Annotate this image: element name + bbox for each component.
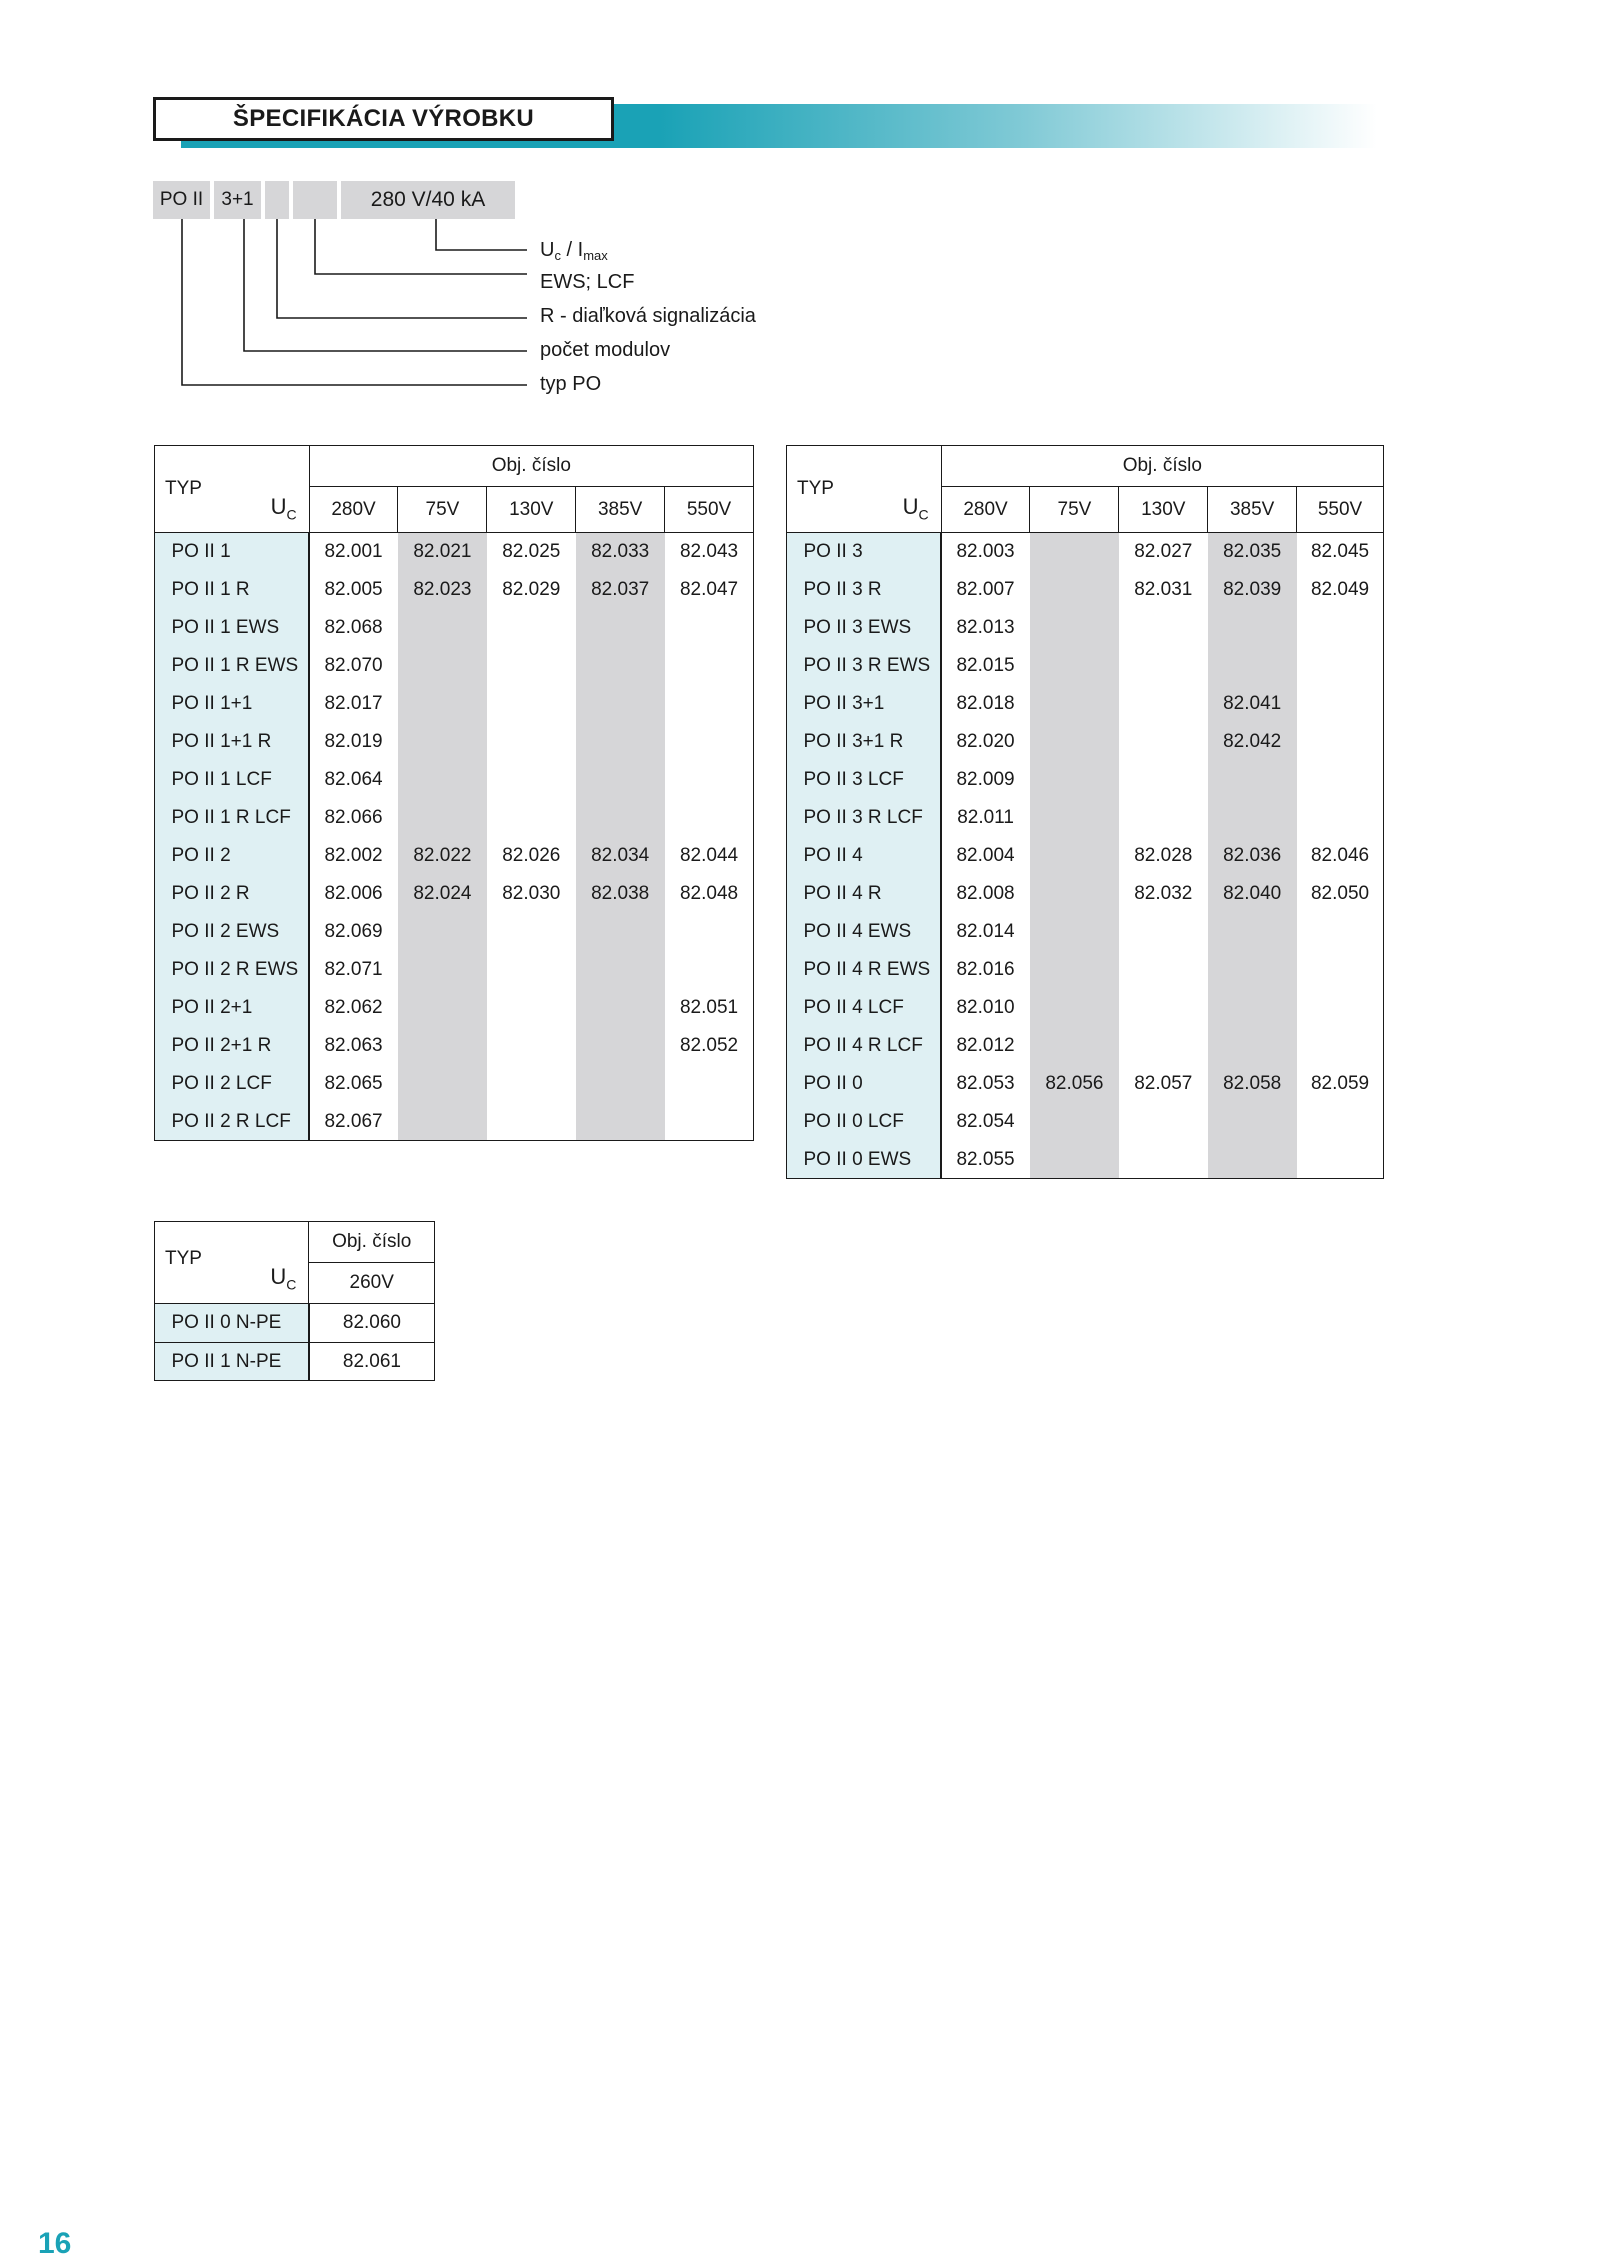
order-number-cell bbox=[487, 951, 576, 989]
order-number-cell: 82.017 bbox=[324, 693, 383, 714]
order-number-cell bbox=[1030, 837, 1119, 875]
row-type-name: PO II 2 R bbox=[155, 875, 310, 913]
order-number-cell bbox=[1297, 1027, 1384, 1065]
order-number-cell: 82.008 bbox=[956, 883, 1015, 904]
table-row bbox=[787, 685, 1384, 723]
legend-remote-signal: R - diaľková signalizácia bbox=[540, 305, 756, 327]
row-type-name: PO II 2 R EWS bbox=[155, 951, 310, 989]
order-number-cell bbox=[487, 1103, 576, 1141]
legend-ews-lcf: EWS; LCF bbox=[540, 271, 635, 293]
order-number-cell bbox=[1030, 609, 1119, 647]
order-number-cell: 82.011 bbox=[957, 807, 1014, 828]
table-row bbox=[155, 837, 754, 875]
obj-header: Obj. číslo bbox=[309, 1222, 435, 1263]
order-number-cell bbox=[1119, 951, 1208, 989]
order-number-cell bbox=[1030, 533, 1119, 572]
order-number-cell: 82.036 bbox=[1208, 837, 1297, 875]
table-row bbox=[155, 647, 754, 685]
order-number-cell: 82.034 bbox=[576, 837, 665, 875]
table-row bbox=[787, 875, 1384, 913]
row-type-name: PO II 0 N-PE bbox=[155, 1304, 309, 1343]
order-number-cell: 82.001 bbox=[324, 541, 383, 562]
order-number-cell bbox=[665, 1065, 754, 1103]
order-number-cell bbox=[398, 685, 487, 723]
order-number-cell: 82.053 bbox=[956, 1073, 1015, 1094]
order-number-cell bbox=[398, 609, 487, 647]
order-number-cell: 82.061 bbox=[309, 1343, 435, 1382]
row-type-name: PO II 4 bbox=[787, 837, 942, 875]
order-number-cell: 82.041 bbox=[1208, 685, 1297, 723]
order-number-cell bbox=[1297, 685, 1384, 723]
order-number-cell: 82.022 bbox=[398, 837, 487, 875]
table-row bbox=[155, 723, 754, 761]
page-number: 16 bbox=[38, 2227, 72, 2260]
table-row bbox=[787, 1141, 1384, 1179]
order-number-cell: 82.058 bbox=[1208, 1065, 1297, 1103]
row-type-name: PO II 2 bbox=[155, 837, 310, 875]
order-number-cell: 82.059 bbox=[1310, 1073, 1370, 1094]
order-number-cell bbox=[1208, 1027, 1297, 1065]
row-type-name: PO II 3 R EWS bbox=[787, 647, 942, 685]
table-row bbox=[155, 1065, 754, 1103]
order-number-cell: 82.024 bbox=[398, 875, 487, 913]
order-number-cell bbox=[1119, 647, 1208, 685]
order-number-cell bbox=[487, 989, 576, 1027]
table-row bbox=[787, 1103, 1384, 1141]
order-number-cell: 82.055 bbox=[956, 1149, 1015, 1170]
typ-header: TYP $U_C$ bbox=[155, 446, 310, 533]
order-number-cell bbox=[398, 761, 487, 799]
order-number-cell bbox=[398, 1065, 487, 1103]
page-title: ŠPECIFIKÁCIA VÝROBKU bbox=[153, 97, 614, 141]
order-number-cell bbox=[576, 799, 665, 837]
row-type-name: PO II 1 LCF bbox=[155, 761, 310, 799]
order-number-cell bbox=[1297, 799, 1384, 837]
order-number-cell bbox=[1030, 951, 1119, 989]
table-row bbox=[787, 837, 1384, 875]
order-number-cell: 82.050 bbox=[1310, 883, 1370, 904]
column-headers: 280V 75V 130V 385V 550V bbox=[787, 487, 1384, 533]
table-row bbox=[155, 533, 754, 572]
order-number-cell bbox=[398, 723, 487, 761]
order-number-cell bbox=[1030, 989, 1119, 1027]
order-number-cell: 82.032 bbox=[1134, 883, 1193, 904]
spec-table-3 bbox=[154, 1221, 435, 1381]
order-number-cell: 82.067 bbox=[324, 1111, 383, 1132]
order-number-cell bbox=[1119, 913, 1208, 951]
row-type-name: PO II 2 R LCF bbox=[155, 1103, 310, 1141]
order-number-cell bbox=[665, 685, 754, 723]
obj-header: Obj. číslo bbox=[941, 446, 1383, 487]
order-number-cell bbox=[1030, 647, 1119, 685]
order-number-cell bbox=[1030, 685, 1119, 723]
table-row bbox=[787, 913, 1384, 951]
order-number-cell: 82.016 bbox=[956, 959, 1015, 980]
table-row bbox=[155, 1304, 435, 1343]
table-row bbox=[155, 1343, 435, 1382]
order-number-cell: 82.042 bbox=[1208, 723, 1297, 761]
row-type-name: PO II 0 LCF bbox=[787, 1103, 942, 1141]
order-number-cell: 82.051 bbox=[679, 997, 739, 1018]
order-number-cell bbox=[665, 647, 754, 685]
order-number-cell bbox=[1208, 609, 1297, 647]
order-number-cell bbox=[1119, 761, 1208, 799]
order-number-cell: 82.052 bbox=[679, 1035, 739, 1056]
table-row bbox=[787, 571, 1384, 609]
order-number-cell bbox=[665, 609, 754, 647]
order-number-cell: 82.004 bbox=[956, 845, 1015, 866]
row-type-name: PO II 1 R bbox=[155, 571, 310, 609]
order-number-cell bbox=[576, 1027, 665, 1065]
table-row bbox=[155, 761, 754, 799]
code-cell-modules: 3+1 bbox=[214, 181, 261, 219]
row-type-name: PO II 4 EWS bbox=[787, 913, 942, 951]
order-number-cell: 82.039 bbox=[1208, 571, 1297, 609]
order-number-cell bbox=[1208, 989, 1297, 1027]
order-number-cell bbox=[398, 989, 487, 1027]
order-number-cell bbox=[398, 913, 487, 951]
row-type-name: PO II 4 LCF bbox=[787, 989, 942, 1027]
type-column-divider bbox=[308, 533, 310, 1142]
order-number-cell: 82.014 bbox=[956, 921, 1015, 942]
order-number-cell: 82.019 bbox=[324, 731, 383, 752]
row-type-name: PO II 4 R EWS bbox=[787, 951, 942, 989]
order-number-cell: 82.057 bbox=[1134, 1073, 1193, 1094]
order-number-cell: 82.012 bbox=[956, 1035, 1015, 1056]
order-number-cell bbox=[1119, 989, 1208, 1027]
order-number-cell bbox=[1030, 875, 1119, 913]
row-type-name: PO II 1+1 bbox=[155, 685, 310, 723]
row-type-name: PO II 1 R LCF bbox=[155, 799, 310, 837]
order-number-cell bbox=[398, 799, 487, 837]
order-number-cell bbox=[665, 799, 754, 837]
order-number-cell bbox=[487, 647, 576, 685]
order-number-cell: 82.038 bbox=[576, 875, 665, 913]
table-row bbox=[155, 609, 754, 647]
order-number-cell: 82.028 bbox=[1134, 845, 1193, 866]
order-number-cell: 82.043 bbox=[679, 541, 739, 562]
row-type-name: PO II 4 R LCF bbox=[787, 1027, 942, 1065]
order-number-cell: 82.018 bbox=[956, 693, 1015, 714]
order-number-cell: 82.066 bbox=[324, 807, 383, 828]
order-number-cell bbox=[1030, 1027, 1119, 1065]
order-number-cell bbox=[1119, 1027, 1208, 1065]
table-row bbox=[155, 875, 754, 913]
order-number-cell bbox=[665, 761, 754, 799]
order-number-cell: 82.069 bbox=[324, 921, 383, 942]
table-row bbox=[787, 989, 1384, 1027]
order-number-cell bbox=[1119, 609, 1208, 647]
order-number-cell: 82.040 bbox=[1208, 875, 1297, 913]
row-type-name: PO II 3 bbox=[787, 533, 942, 572]
legend-po-type: typ PO bbox=[540, 373, 602, 395]
order-number-cell: 82.045 bbox=[1310, 541, 1370, 562]
table-row bbox=[155, 951, 754, 989]
order-number-cell: 82.049 bbox=[1310, 579, 1370, 600]
order-number-cell bbox=[1297, 1141, 1384, 1179]
order-number-cell bbox=[1119, 723, 1208, 761]
row-type-name: PO II 4 R bbox=[787, 875, 942, 913]
order-number-cell: 82.029 bbox=[502, 579, 561, 600]
table-row bbox=[787, 799, 1384, 837]
order-number-cell: 82.025 bbox=[502, 541, 561, 562]
order-number-cell: 82.005 bbox=[324, 579, 383, 600]
order-number-cell: 82.006 bbox=[324, 883, 383, 904]
order-number-cell: 82.002 bbox=[324, 845, 383, 866]
order-number-cell bbox=[1030, 761, 1119, 799]
table-row bbox=[787, 1065, 1384, 1103]
order-number-cell: 82.027 bbox=[1134, 541, 1193, 562]
order-number-cell bbox=[1119, 1141, 1208, 1179]
order-number-cell: 82.068 bbox=[324, 617, 383, 638]
table-row bbox=[155, 571, 754, 609]
row-type-name: PO II 1 N-PE bbox=[155, 1343, 309, 1382]
order-number-cell: 82.047 bbox=[679, 579, 739, 600]
order-number-cell bbox=[665, 951, 754, 989]
order-number-cell bbox=[487, 609, 576, 647]
order-number-cell: 82.046 bbox=[1310, 845, 1370, 866]
order-number-cell: 82.023 bbox=[398, 571, 487, 609]
order-number-cell: 82.062 bbox=[324, 997, 383, 1018]
order-number-cell: 82.065 bbox=[324, 1073, 383, 1094]
row-type-name: PO II 1 bbox=[155, 533, 310, 572]
typ-header: TYP $U_C$ bbox=[787, 446, 942, 533]
order-number-cell bbox=[398, 951, 487, 989]
order-number-cell: 82.015 bbox=[956, 655, 1015, 676]
order-number-cell: 82.070 bbox=[324, 655, 383, 676]
column-headers: 260V bbox=[155, 1263, 435, 1304]
order-number-cell bbox=[1030, 1103, 1119, 1141]
row-type-name: PO II 3 EWS bbox=[787, 609, 942, 647]
order-number-cell bbox=[1208, 913, 1297, 951]
order-number-cell: 82.013 bbox=[956, 617, 1015, 638]
order-number-cell bbox=[1297, 647, 1384, 685]
order-number-cell bbox=[487, 761, 576, 799]
order-number-cell bbox=[665, 723, 754, 761]
order-number-cell bbox=[398, 647, 487, 685]
order-number-cell bbox=[576, 1103, 665, 1141]
table-row bbox=[787, 723, 1384, 761]
table-row bbox=[155, 799, 754, 837]
order-number-cell bbox=[487, 723, 576, 761]
spec-table-2 bbox=[786, 445, 1384, 1179]
order-number-cell bbox=[576, 723, 665, 761]
code-connector-lines bbox=[0, 0, 1600, 400]
table-row bbox=[787, 761, 1384, 799]
order-number-cell bbox=[1030, 571, 1119, 609]
order-number-cell bbox=[1030, 723, 1119, 761]
order-number-cell bbox=[1119, 1103, 1208, 1141]
order-number-cell: 82.021 bbox=[398, 533, 487, 572]
order-number-cell bbox=[1297, 1103, 1384, 1141]
order-number-cell bbox=[487, 799, 576, 837]
row-type-name: PO II 3+1 bbox=[787, 685, 942, 723]
order-number-cell: 82.010 bbox=[956, 997, 1015, 1018]
order-number-cell bbox=[487, 1027, 576, 1065]
order-number-cell bbox=[576, 1065, 665, 1103]
row-type-name: PO II 2+1 R bbox=[155, 1027, 310, 1065]
order-number-cell: 82.064 bbox=[324, 769, 383, 790]
order-number-cell: 82.044 bbox=[679, 845, 739, 866]
table-row bbox=[787, 951, 1384, 989]
table-row bbox=[155, 1103, 754, 1141]
order-number-cell: 82.033 bbox=[576, 533, 665, 572]
table-row bbox=[155, 1027, 754, 1065]
order-number-cell bbox=[1297, 761, 1384, 799]
row-type-name: PO II 3 R bbox=[787, 571, 942, 609]
row-type-name: PO II 3 LCF bbox=[787, 761, 942, 799]
order-number-cell bbox=[1030, 913, 1119, 951]
table-row bbox=[155, 913, 754, 951]
order-number-cell bbox=[1119, 685, 1208, 723]
order-number-cell bbox=[398, 1027, 487, 1065]
order-number-cell bbox=[1297, 913, 1384, 951]
order-number-cell bbox=[398, 1103, 487, 1141]
column-headers: 280V 75V 130V 385V 550V bbox=[155, 487, 754, 533]
table-row bbox=[155, 685, 754, 723]
order-number-cell: 82.020 bbox=[956, 731, 1015, 752]
legend-module-count: počet modulov bbox=[540, 339, 671, 361]
order-number-cell bbox=[487, 913, 576, 951]
order-number-cell: 82.003 bbox=[956, 541, 1015, 562]
order-number-cell: 82.031 bbox=[1134, 579, 1193, 600]
code-cell-type: PO II bbox=[153, 181, 210, 219]
row-type-name: PO II 2+1 bbox=[155, 989, 310, 1027]
row-type-name: PO II 1 R EWS bbox=[155, 647, 310, 685]
typ-header: TYP $U_C$ bbox=[155, 1222, 309, 1304]
order-number-cell: 82.037 bbox=[576, 571, 665, 609]
order-number-cell bbox=[1030, 799, 1119, 837]
row-type-name: PO II 3+1 R bbox=[787, 723, 942, 761]
order-number-cell bbox=[1208, 761, 1297, 799]
table-row bbox=[155, 989, 754, 1027]
order-number-cell bbox=[1208, 951, 1297, 989]
table-row bbox=[787, 609, 1384, 647]
order-number-cell bbox=[576, 609, 665, 647]
order-number-cell: 82.048 bbox=[679, 883, 739, 904]
order-number-cell bbox=[1119, 799, 1208, 837]
order-number-cell bbox=[1208, 1141, 1297, 1179]
order-number-cell bbox=[1208, 1103, 1297, 1141]
row-type-name: PO II 0 bbox=[787, 1065, 942, 1103]
row-type-name: PO II 2 LCF bbox=[155, 1065, 310, 1103]
row-type-name: PO II 1 EWS bbox=[155, 609, 310, 647]
order-number-cell bbox=[576, 761, 665, 799]
order-number-cell bbox=[1208, 799, 1297, 837]
order-number-cell bbox=[576, 647, 665, 685]
table-row bbox=[787, 533, 1384, 572]
code-cell-voltage: 280 V/40 kA bbox=[341, 181, 515, 219]
order-number-cell bbox=[1297, 951, 1384, 989]
row-type-name: PO II 2 EWS bbox=[155, 913, 310, 951]
type-column-divider bbox=[308, 1304, 310, 1382]
order-number-cell bbox=[1297, 609, 1384, 647]
order-number-cell: 82.060 bbox=[309, 1304, 435, 1343]
row-type-name: PO II 1+1 R bbox=[155, 723, 310, 761]
order-number-cell bbox=[576, 685, 665, 723]
legend-uc-imax: $U_c / I_{max}$ bbox=[540, 239, 608, 263]
spec-table-1 bbox=[154, 445, 754, 1141]
row-type-name: PO II 3 R LCF bbox=[787, 799, 942, 837]
order-number-cell bbox=[487, 1065, 576, 1103]
order-number-cell bbox=[665, 1103, 754, 1141]
type-column-divider bbox=[940, 533, 942, 1180]
order-number-cell bbox=[576, 989, 665, 1027]
order-number-cell: 82.035 bbox=[1208, 533, 1297, 572]
table-row bbox=[787, 1027, 1384, 1065]
order-number-cell: 82.030 bbox=[502, 883, 561, 904]
order-number-cell: 82.063 bbox=[324, 1035, 383, 1056]
order-number-cell: 82.026 bbox=[502, 845, 561, 866]
order-number-cell bbox=[1030, 1141, 1119, 1179]
order-number-cell bbox=[1297, 723, 1384, 761]
order-number-cell: 82.009 bbox=[956, 769, 1015, 790]
order-number-cell: 82.071 bbox=[324, 959, 383, 980]
order-number-cell bbox=[1208, 647, 1297, 685]
order-number-cell: 82.007 bbox=[956, 579, 1015, 600]
table-row bbox=[787, 647, 1384, 685]
order-number-cell bbox=[665, 913, 754, 951]
order-number-cell bbox=[487, 685, 576, 723]
order-number-cell: 82.054 bbox=[956, 1111, 1015, 1132]
order-number-cell: 82.056 bbox=[1030, 1065, 1119, 1103]
obj-header: Obj. číslo bbox=[309, 446, 753, 487]
order-number-cell bbox=[576, 951, 665, 989]
row-type-name: PO II 0 EWS bbox=[787, 1141, 942, 1179]
order-number-cell bbox=[1297, 989, 1384, 1027]
order-number-cell bbox=[576, 913, 665, 951]
